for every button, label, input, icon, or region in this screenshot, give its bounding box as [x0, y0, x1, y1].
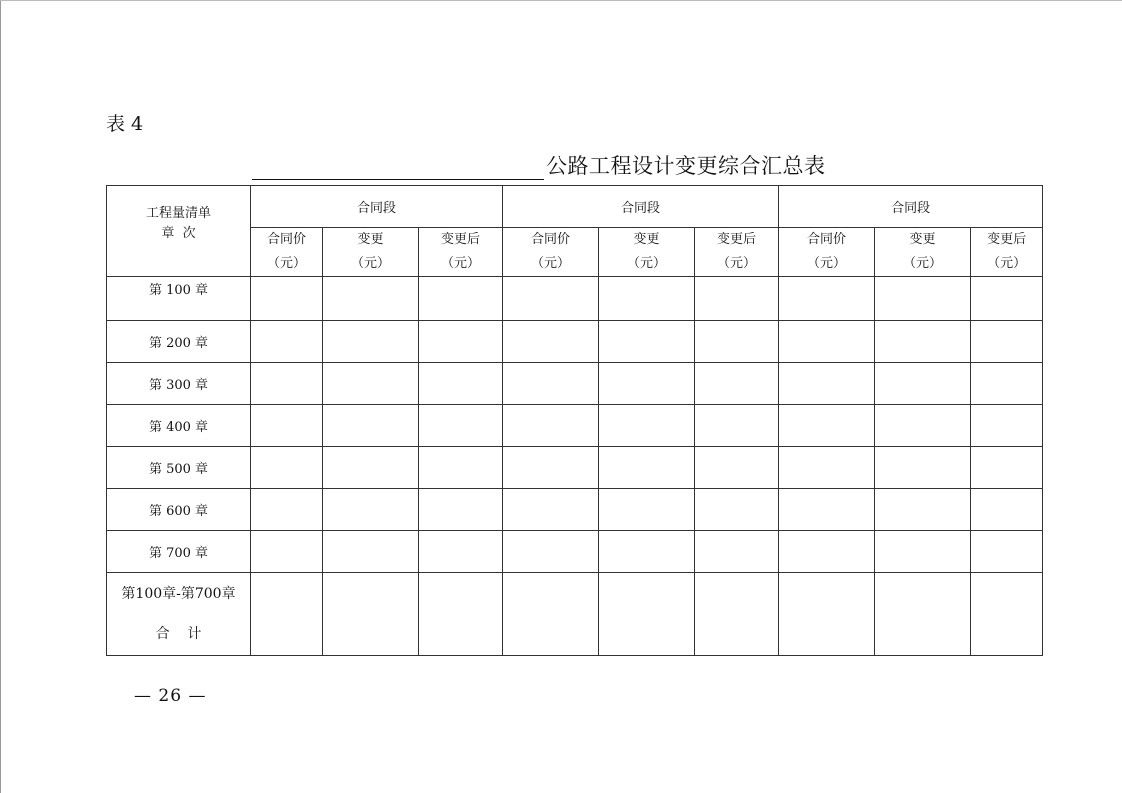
table-cell[interactable]: [971, 447, 1043, 489]
table-cell[interactable]: [323, 489, 419, 531]
table-row: [107, 321, 1043, 363]
table-cell[interactable]: [875, 573, 971, 656]
table-row: [107, 277, 1043, 321]
table-cell[interactable]: [503, 573, 599, 656]
sub-header-change: 变更 （元）: [323, 228, 419, 277]
table-cell[interactable]: [323, 363, 419, 405]
table-cell[interactable]: [779, 531, 875, 573]
sub-header-change: 变更 （元）: [875, 228, 971, 277]
sub-header-contract-price: 合同价 （元）: [251, 228, 323, 277]
table-cell[interactable]: [251, 573, 323, 656]
table-cell[interactable]: [323, 277, 419, 321]
table-cell[interactable]: [323, 531, 419, 573]
total-row-range: 第100章-第700章: [121, 586, 236, 602]
table-cell[interactable]: [695, 531, 779, 573]
total-row-label: [107, 573, 251, 656]
table-cell[interactable]: [503, 489, 599, 531]
table-row: [107, 489, 1043, 531]
table-cell[interactable]: [419, 277, 503, 321]
document-title: 公路工程设计变更综合汇总表: [546, 154, 826, 178]
table-cell[interactable]: [695, 489, 779, 531]
table-cell[interactable]: [503, 277, 599, 321]
sub-header-after-change: 变更后 （元）: [695, 228, 779, 277]
table-cell[interactable]: [779, 573, 875, 656]
table-cell[interactable]: [599, 573, 695, 656]
table-row: [107, 447, 1043, 489]
table-cell[interactable]: [779, 363, 875, 405]
table-cell[interactable]: [695, 405, 779, 447]
table-cell[interactable]: [323, 321, 419, 363]
table-cell[interactable]: [875, 363, 971, 405]
table-cell[interactable]: [599, 405, 695, 447]
table-cell[interactable]: [419, 573, 503, 656]
table-cell[interactable]: [419, 405, 503, 447]
table-cell[interactable]: [599, 277, 695, 321]
table-cell[interactable]: [971, 405, 1043, 447]
sub-header-after-change: 变更后 （元）: [419, 228, 503, 277]
table-row: [107, 363, 1043, 405]
chapter-label: 第 200 章: [107, 321, 251, 363]
corner-header: [107, 186, 251, 277]
chapter-label: 第 100 章: [107, 277, 251, 321]
table-cell[interactable]: [875, 405, 971, 447]
table-cell[interactable]: [779, 405, 875, 447]
table-cell[interactable]: [419, 363, 503, 405]
table-cell[interactable]: [503, 531, 599, 573]
table-cell[interactable]: [251, 405, 323, 447]
table-cell[interactable]: [251, 489, 323, 531]
table-cell[interactable]: [419, 321, 503, 363]
table-cell[interactable]: [875, 447, 971, 489]
total-row-sum-label: 合 计: [155, 626, 202, 642]
table-cell[interactable]: [695, 573, 779, 656]
table-cell[interactable]: [971, 277, 1043, 321]
table-cell[interactable]: [695, 277, 779, 321]
page-number: — 26 —: [134, 686, 207, 706]
table-cell[interactable]: [695, 363, 779, 405]
table-cell[interactable]: [323, 447, 419, 489]
table-cell[interactable]: [695, 447, 779, 489]
table-cell[interactable]: [875, 489, 971, 531]
page-edge-left: [0, 0, 1, 793]
table-number-label: 表 4: [106, 113, 144, 135]
table-cell[interactable]: [971, 489, 1043, 531]
table-cell[interactable]: [779, 321, 875, 363]
table-cell[interactable]: [599, 321, 695, 363]
table-cell[interactable]: [503, 363, 599, 405]
table-cell[interactable]: [503, 447, 599, 489]
corner-header-line2: 章 次: [161, 226, 196, 241]
table-cell[interactable]: [971, 573, 1043, 656]
table-cell[interactable]: [779, 277, 875, 321]
table-cell[interactable]: [875, 531, 971, 573]
table-row: [107, 405, 1043, 447]
chapter-label: 第 700 章: [107, 531, 251, 573]
table-cell[interactable]: [875, 277, 971, 321]
table-cell[interactable]: [971, 321, 1043, 363]
design-change-summary-table: [106, 185, 1043, 656]
table-cell[interactable]: [323, 405, 419, 447]
document-title-row: [252, 150, 826, 180]
table-cell[interactable]: [599, 531, 695, 573]
table-cell[interactable]: [251, 321, 323, 363]
table-cell[interactable]: [599, 363, 695, 405]
table-cell[interactable]: [251, 277, 323, 321]
table-cell[interactable]: [251, 531, 323, 573]
group-header-1: 合同段: [251, 186, 503, 228]
table-cell[interactable]: [971, 531, 1043, 573]
page-edge-top: [0, 0, 1122, 1]
total-row: [107, 573, 1043, 656]
table-cell[interactable]: [419, 489, 503, 531]
group-header-2: 合同段: [503, 186, 779, 228]
corner-header-line1: 工程量清单: [145, 206, 211, 221]
table-cell[interactable]: [251, 363, 323, 405]
header-row-groups: [107, 186, 1043, 228]
table-row: [107, 531, 1043, 573]
sub-header-change: 变更 （元）: [599, 228, 695, 277]
table-cell[interactable]: [503, 321, 599, 363]
chapter-label: 第 500 章: [107, 447, 251, 489]
table-cell[interactable]: [971, 363, 1043, 405]
table-cell[interactable]: [695, 321, 779, 363]
sub-header-after-change: 变更后 （元）: [971, 228, 1043, 277]
table-cell[interactable]: [599, 489, 695, 531]
table-cell[interactable]: [503, 405, 599, 447]
sub-header-contract-price: 合同价 （元）: [779, 228, 875, 277]
chapter-label: 第 600 章: [107, 489, 251, 531]
title-fill-in-blank[interactable]: [252, 153, 544, 180]
table-cell[interactable]: [419, 531, 503, 573]
table-cell[interactable]: [875, 321, 971, 363]
group-header-3: 合同段: [779, 186, 1043, 228]
table-cell[interactable]: [779, 489, 875, 531]
chapter-label: 第 300 章: [107, 363, 251, 405]
table-cell[interactable]: [599, 447, 695, 489]
table-cell[interactable]: [419, 447, 503, 489]
table-cell[interactable]: [323, 573, 419, 656]
sub-header-contract-price: 合同价 （元）: [503, 228, 599, 277]
chapter-label: 第 400 章: [107, 405, 251, 447]
chapter-rows: [107, 277, 1043, 573]
table-cell[interactable]: [779, 447, 875, 489]
table-cell[interactable]: [251, 447, 323, 489]
